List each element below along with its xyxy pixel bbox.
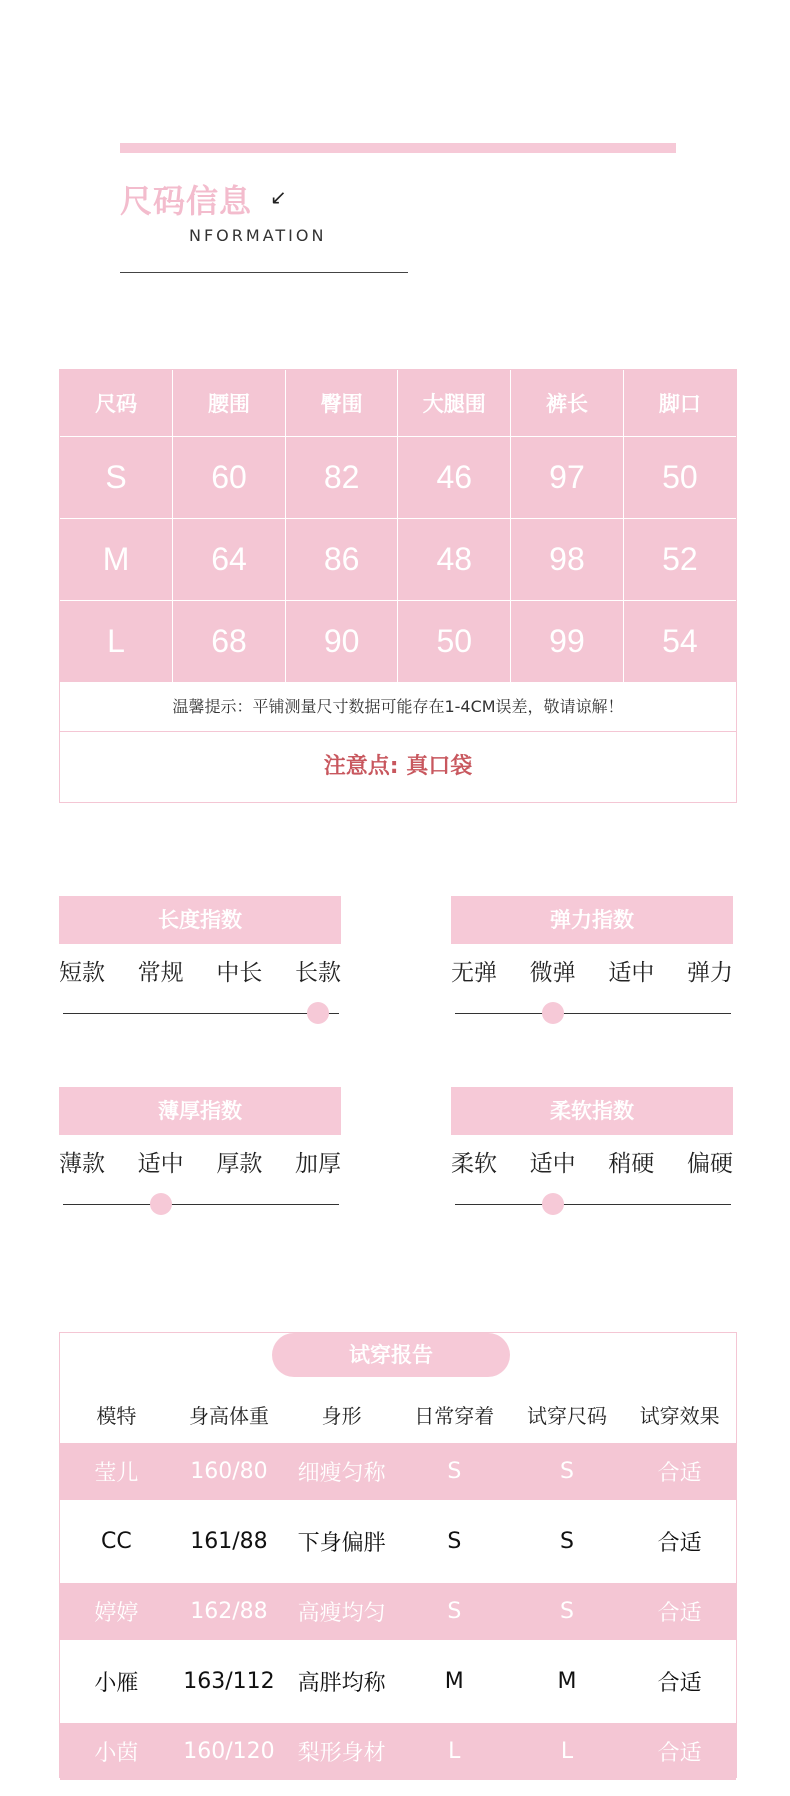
size-table-header-row — [60, 370, 736, 437]
length-index-labels — [59, 954, 341, 987]
trial-cell: 小雁 — [60, 1640, 173, 1723]
arrow-icon: ↙ — [270, 185, 287, 209]
trial-cell: 160/120 — [173, 1723, 286, 1780]
trial-cell: 莹儿 — [60, 1443, 173, 1500]
trial-cell: S — [511, 1443, 624, 1500]
trial-col-header: 身高体重 — [188, 1403, 269, 1428]
size-row — [60, 519, 736, 601]
length-index-title: 长度指数 — [59, 896, 341, 944]
trial-cell: CC — [60, 1500, 173, 1583]
trial-cell: S — [511, 1500, 624, 1583]
softness-index-labels — [451, 1145, 733, 1178]
header-underline — [120, 272, 408, 273]
trial-cell: M — [511, 1640, 624, 1723]
size-cell: 82 — [285, 437, 398, 519]
trial-cell: S — [511, 1583, 624, 1640]
trial-cell: L — [398, 1723, 511, 1780]
trial-cell: 小茵 — [60, 1723, 173, 1780]
elastic-index — [451, 896, 733, 1014]
trial-row — [60, 1443, 736, 1500]
trial-header-row — [60, 1385, 736, 1443]
trial-cell: 163/112 — [173, 1640, 286, 1723]
trial-col-header: 试穿效果 — [639, 1403, 720, 1428]
softness-index-marker — [542, 1193, 564, 1215]
trial-col-header: 日常穿着 — [414, 1403, 495, 1428]
trial-col-header: 模特 — [96, 1403, 137, 1428]
size-row — [60, 437, 736, 519]
index-label: 偏硬 — [686, 1151, 733, 1177]
product-note: 注意点: 真口袋 — [323, 754, 473, 779]
trial-col-header: 身形 — [321, 1403, 362, 1428]
elastic-index-marker — [542, 1002, 564, 1024]
trial-cell: 合适 — [623, 1443, 736, 1500]
trial-cell: M — [398, 1640, 511, 1723]
trial-cell: 合适 — [623, 1723, 736, 1780]
size-col-header: 尺码 — [60, 370, 173, 437]
trial-cell: 合适 — [623, 1500, 736, 1583]
size-row — [60, 601, 736, 683]
softness-index-track — [455, 1204, 731, 1205]
trial-cell: 162/88 — [173, 1583, 286, 1640]
size-cell: 99 — [511, 601, 624, 683]
size-cell: 52 — [623, 519, 736, 601]
thickness-index-track — [63, 1204, 339, 1205]
elastic-index-labels — [451, 954, 733, 987]
index-label: 常规 — [137, 960, 184, 986]
size-cell: 54 — [623, 601, 736, 683]
thickness-index — [59, 1087, 341, 1205]
index-label: 长款 — [294, 960, 341, 986]
size-cell: 60 — [173, 437, 286, 519]
size-cell: M — [60, 519, 173, 601]
size-cell: S — [60, 437, 173, 519]
header-accent-bar — [120, 143, 676, 153]
size-col-header: 大腿围 — [398, 370, 511, 437]
size-cell: 50 — [398, 601, 511, 683]
softness-index-title: 柔软指数 — [451, 1087, 733, 1135]
size-cell: 46 — [398, 437, 511, 519]
trial-cell: 合适 — [623, 1640, 736, 1723]
index-label: 适中 — [529, 1151, 576, 1177]
trial-row — [60, 1723, 736, 1780]
index-label: 短款 — [59, 960, 105, 986]
trial-cell: S — [398, 1583, 511, 1640]
elastic-index-title: 弹力指数 — [451, 896, 733, 944]
softness-index — [451, 1087, 733, 1205]
index-label: 弹力 — [686, 960, 733, 986]
trial-cell: 高胖均称 — [285, 1640, 398, 1723]
index-label: 适中 — [608, 960, 655, 986]
trial-row — [60, 1583, 736, 1640]
trial-cell: S — [398, 1500, 511, 1583]
size-col-header: 臀围 — [285, 370, 398, 437]
thickness-index-marker — [150, 1193, 172, 1215]
index-label: 微弹 — [529, 960, 576, 986]
index-label: 加厚 — [294, 1151, 341, 1177]
size-table — [60, 370, 736, 683]
length-index — [59, 896, 341, 1014]
index-label: 稍硬 — [608, 1151, 655, 1177]
trial-cell: 细瘦匀称 — [285, 1443, 398, 1500]
size-cell: 90 — [285, 601, 398, 683]
size-cell: 68 — [173, 601, 286, 683]
size-cell: 48 — [398, 519, 511, 601]
thickness-index-title: 薄厚指数 — [59, 1087, 341, 1135]
size-cell: 97 — [511, 437, 624, 519]
index-label: 无弹 — [451, 960, 497, 986]
trial-cell: 160/80 — [173, 1443, 286, 1500]
trial-table — [60, 1385, 736, 1780]
size-col-header: 腰围 — [173, 370, 286, 437]
section-title: 尺码信息 — [120, 182, 253, 220]
size-cell: 64 — [173, 519, 286, 601]
index-label: 薄款 — [59, 1151, 105, 1177]
index-label: 柔软 — [451, 1151, 497, 1177]
measurement-tip: 温馨提示：平铺测量尺寸数据可能存在1-4CM误差，敬请谅解！ — [60, 683, 736, 732]
elastic-index-track — [455, 1013, 731, 1014]
size-cell: 86 — [285, 519, 398, 601]
trial-cell: S — [398, 1443, 511, 1500]
trial-report — [59, 1332, 737, 1778]
size-cell: 50 — [623, 437, 736, 519]
trial-cell: 下身偏胖 — [285, 1500, 398, 1583]
trial-col-header: 试穿尺码 — [526, 1403, 607, 1428]
trial-report-title: 试穿报告 — [272, 1333, 510, 1377]
size-col-header: 脚口 — [623, 370, 736, 437]
trial-row — [60, 1640, 736, 1723]
trial-cell: L — [511, 1723, 624, 1780]
size-chart — [59, 369, 737, 803]
index-label: 中长 — [216, 960, 263, 986]
section-subtitle: NFORMATION — [189, 226, 327, 245]
length-index-track — [63, 1013, 339, 1014]
index-label: 适中 — [137, 1151, 184, 1177]
size-col-header: 裤长 — [511, 370, 624, 437]
trial-cell: 161/88 — [173, 1500, 286, 1583]
trial-cell: 合适 — [623, 1583, 736, 1640]
size-cell: 98 — [511, 519, 624, 601]
trial-cell: 高瘦均匀 — [285, 1583, 398, 1640]
length-index-marker — [307, 1002, 329, 1024]
size-cell: L — [60, 601, 173, 683]
trial-row — [60, 1500, 736, 1583]
trial-cell: 梨形身材 — [285, 1723, 398, 1780]
index-label: 厚款 — [216, 1151, 263, 1177]
thickness-index-labels — [59, 1145, 341, 1178]
trial-cell: 婷婷 — [60, 1583, 173, 1640]
